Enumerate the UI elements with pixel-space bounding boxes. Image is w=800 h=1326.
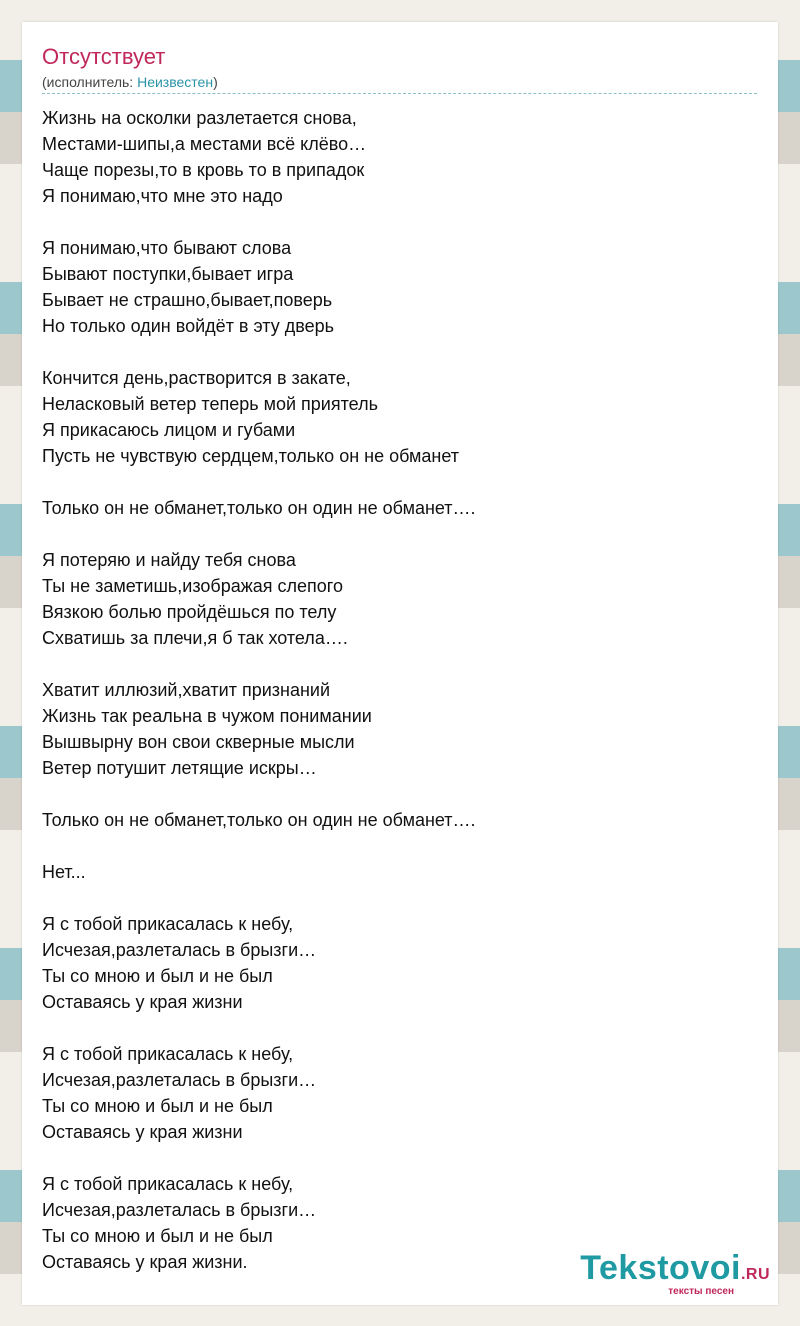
lyric-line: Кончится день,растворится в закате, <box>42 368 351 388</box>
site-logo[interactable] <box>580 1249 770 1297</box>
lyric-line: Я с тобой прикасалась к небу, <box>42 1174 294 1194</box>
lyric-line: Я потеряю и найду тебя снова <box>42 550 296 570</box>
lyric-line: Вязкою болью пройдёшься по телу <box>42 602 337 622</box>
stanza-gap <box>42 1145 757 1171</box>
lyric-line: Я с тобой прикасалась к небу, <box>42 914 294 934</box>
song-title: Отсутствует <box>42 44 166 69</box>
artist-line <box>42 73 218 91</box>
stanza-gap <box>42 885 757 911</box>
lyric-line: Оставаясь у края жизни <box>42 992 243 1012</box>
lyric-line: Ты не заметишь,изображая слепого <box>42 576 343 596</box>
logo-brand: Tekstovoi <box>580 1249 741 1287</box>
lyric-line: Исчезая,разлеталась в брызги… <box>42 940 317 960</box>
stanza-gap <box>42 339 757 365</box>
lyric-line: Пусть не чувствую сердцем,только он не обманет <box>42 446 460 466</box>
logo-tagline: тексты песен <box>668 1286 734 1297</box>
lyric-line: Исчезая,разлеталась в брызги… <box>42 1070 317 1090</box>
lyric-line: Хватит иллюзий,хватит признаний <box>42 680 331 700</box>
lyric-line: Я прикасаюсь лицом и губами <box>42 420 296 440</box>
lyric-line: Я понимаю,что бывают слова <box>42 238 292 258</box>
lyric-line: Бывают поступки,бывает игра <box>42 264 294 284</box>
logo-tld: .RU <box>740 1266 770 1283</box>
lyric-line: Жизнь так реальна в чужом понимании <box>42 706 372 726</box>
lyric-line: Вышвырну вон свои скверные мысли <box>42 732 355 752</box>
lyrics-card <box>22 22 778 1305</box>
stanza-gap <box>42 781 757 807</box>
stanza-gap <box>42 521 757 547</box>
lyric-line: Исчезая,разлеталась в брызги… <box>42 1200 317 1220</box>
lyric-line: Чаще порезы,то в кровь то в припадок <box>42 160 365 180</box>
header-divider <box>42 93 757 94</box>
stanza-gap <box>42 651 757 677</box>
lyrics-body <box>42 105 757 1275</box>
lyric-line: Местами-шипы,а местами всё клёво… <box>42 134 367 154</box>
lyric-line: Я с тобой прикасалась к небу, <box>42 1044 294 1064</box>
lyric-line: Нет... <box>42 862 86 882</box>
stanza-gap <box>42 469 757 495</box>
lyric-line: Только он не обманет,только он один не обманет…. <box>42 498 476 518</box>
lyric-line: Ты со мною и был и не был <box>42 1096 273 1116</box>
artist-link[interactable]: Неизвестен <box>137 74 214 90</box>
artist-prefix: (исполнитель: <box>42 74 138 90</box>
lyric-line: Я понимаю,что мне это надо <box>42 186 283 206</box>
lyric-line: Бывает не страшно,бывает,поверь <box>42 290 333 310</box>
lyric-line: Но только один войдёт в эту дверь <box>42 316 334 336</box>
lyric-line: Ветер потушит летящие искры… <box>42 758 317 778</box>
lyric-line: Ты со мною и был и не был <box>42 1226 273 1246</box>
lyric-line: Схватишь за плечи,я б так хотела…. <box>42 628 348 648</box>
lyric-line: Оставаясь у края жизни <box>42 1122 243 1142</box>
stanza-gap <box>42 833 757 859</box>
lyric-line: Оставаясь у края жизни. <box>42 1252 248 1272</box>
lyric-line: Только он не обманет,только он один не обманет…. <box>42 810 476 830</box>
artist-suffix: ) <box>213 74 218 90</box>
lyric-line: Ты со мною и был и не был <box>42 966 273 986</box>
stanza-gap <box>42 1015 757 1041</box>
lyric-line: Жизнь на осколки разлетается снова, <box>42 108 357 128</box>
stanza-gap <box>42 209 757 235</box>
lyric-line: Неласковый ветер теперь мой приятель <box>42 394 378 414</box>
